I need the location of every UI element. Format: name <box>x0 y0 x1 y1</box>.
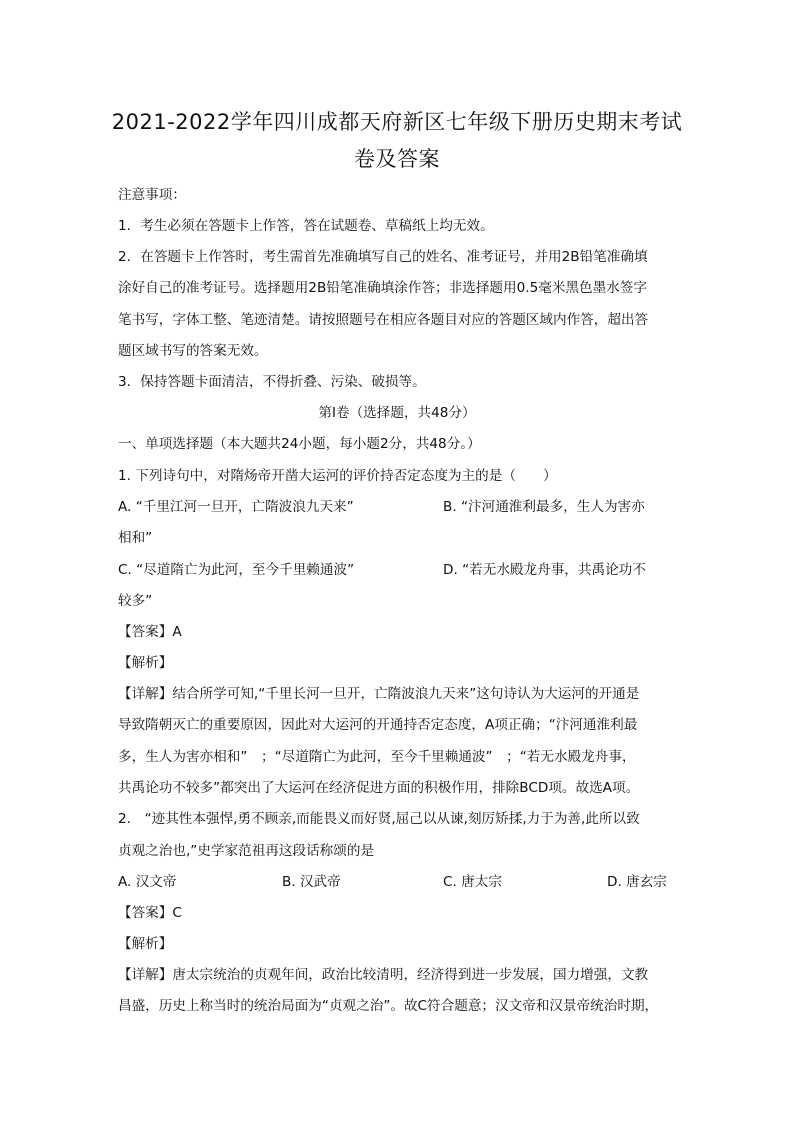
notice-line: 2．在答题卡上作答时，考生需首先准确填写自己的姓名、准考证号，并用2B铅笔准确填 <box>118 249 648 265</box>
q2-answer: 【答案】C <box>118 905 182 921</box>
document-title-line1: 2021-2022学年四川成都天府新区七年级下册历史期末考试 <box>111 110 683 134</box>
section-title: 第Ⅰ卷（选择题，共48分） <box>318 405 476 421</box>
notice-line: 涂好自己的准考证号。选择题用2B铅笔准确填涂作答；非选择题用0.5毫米黑色墨水签字 <box>118 280 647 296</box>
q2-option-a: A. 汉文帝 <box>118 874 177 890</box>
q1-analysis-label: 【解析】 <box>118 655 173 671</box>
notice-line: 1．考生必须在答题卡上作答，答在试题卷、草稿纸上均无效。 <box>118 218 494 234</box>
q1-detail: 导致隋朝灭亡的重要原因，因此对大运河的开通持否定态度，A项正确；“汴河通淮利最 <box>118 717 638 733</box>
question-2-stem-cont: 贞观之治也,”史学家范祖再这段话称颂的是 <box>118 843 375 859</box>
q2-option-c: C. 唐太宗 <box>443 874 502 890</box>
q1-option-d-cont: 较多” <box>118 593 153 609</box>
question-1-stem: 1. 下列诗句中，对隋炀帝开凿大运河的评价持否定态度为主的是（ ） <box>118 468 557 484</box>
q1-detail: 多，生人为害亦相和” ；“尽道隋亡为此河，至今千里赖通波” ；“若无水殿龙舟事， <box>118 749 636 765</box>
q2-analysis-label: 【解析】 <box>118 936 173 952</box>
q1-option-a: A. “千里江河一旦开，亡隋波浪九天来” <box>118 499 354 515</box>
q1-answer: 【答案】A <box>118 624 182 640</box>
q1-option-c: C. “尽道隋亡为此河，至今千里赖通波” <box>118 562 355 578</box>
notice-line: 笔书写，字体工整、笔迹清楚。请按照题号在相应各题目对应的答题区域内作答，超出答 <box>118 312 649 328</box>
q2-detail: 昌盛，历史上称当时的统治局面为“贞观之治”。故C符合题意；汉文帝和汉景帝统治时期， <box>118 998 659 1014</box>
notice-heading: 注意事项： <box>118 187 186 203</box>
q1-option-b-cont: 相和” <box>118 530 153 546</box>
q2-option-b: B. 汉武帝 <box>282 874 341 890</box>
document-title-line2: 卷及答案 <box>354 147 440 171</box>
question-2-stem: 2. “迹其性本强悍,勇不顾亲,而能畏义而好贤,屈己以从谏,刻厉矫揉,力于为善,此所以致 <box>118 811 640 827</box>
notice-line: 3．保持答题卡面清洁，不得折叠、污染、破损等。 <box>118 374 426 390</box>
notice-line: 题区域书写的答案无效。 <box>118 343 268 359</box>
q1-option-b: B. “汴河通淮利最多，生人为害亦 <box>443 499 645 515</box>
q1-detail: 共禹论功不较多”都突出了大运河在经济促进方面的积极作用，排除BCD项。故选A项。 <box>118 780 640 796</box>
part-heading: 一、单项选择题（本大题共24小题，每小题2分，共48分。） <box>118 436 481 452</box>
q2-detail: 【详解】唐太宗统治的贞观年间，政治比较清明，经济得到进一步发展，国力增强，文教 <box>118 967 649 983</box>
q1-option-d: D. “若无水殿龙舟事，共禹论功不 <box>443 562 646 578</box>
q2-option-d: D. 唐玄宗 <box>607 874 667 890</box>
q1-detail: 【详解】结合所学可知,“千里长河一旦开，亡隋波浪九天来”这句诗认为大运河的开通是 <box>118 686 640 702</box>
